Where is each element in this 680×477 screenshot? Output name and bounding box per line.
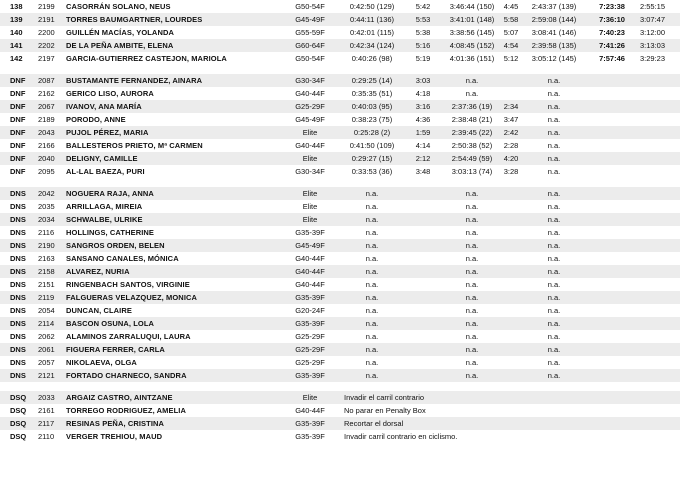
bib-cell: 2042 (38, 189, 55, 198)
bib-cell: 2095 (38, 167, 55, 176)
total-time: 7:57:46 (599, 54, 625, 63)
t1-time: 1:59 (415, 128, 431, 137)
swim-time: n.a. (365, 189, 379, 198)
total-time: 7:23:38 (599, 2, 625, 11)
t2-time: 5:12 (503, 54, 519, 63)
bike-time: n.a. (465, 371, 479, 380)
position-cell: DNS (10, 293, 26, 302)
bike-time: n.a. (465, 215, 479, 224)
bib-cell: 2161 (38, 406, 55, 415)
bike-time: n.a. (465, 293, 479, 302)
dsq-section (0, 391, 680, 443)
table-row (0, 226, 680, 239)
run-time: n.a. (547, 319, 561, 328)
category-cell: G35-39F (295, 371, 325, 380)
table-row (0, 278, 680, 291)
swim-time: 0:29:25 (14) (351, 76, 393, 85)
category-cell: G20-24F (295, 306, 325, 315)
bib-cell: 2158 (38, 267, 55, 276)
run-time: n.a. (547, 102, 561, 111)
athlete-name: GARCIA-GUTIERREZ CASTEJON, MARIOLA (66, 54, 227, 63)
bib-cell: 2043 (38, 128, 55, 137)
t2-time: 4:20 (503, 154, 519, 163)
bike-time: 4:08:45 (152) (449, 41, 495, 50)
position-cell: 142 (10, 54, 23, 63)
position-cell: DSQ (10, 393, 27, 402)
bike-time: n.a. (465, 267, 479, 276)
athlete-name: FIGUERA FERRER, CARLA (66, 345, 165, 354)
position-cell: DNS (10, 280, 26, 289)
t2-time: 3:28 (503, 167, 519, 176)
swim-time: n.a. (365, 358, 379, 367)
bike-time: 3:46:44 (150) (449, 2, 495, 11)
position-cell: DNS (10, 215, 26, 224)
athlete-name: TORRES BAUMGARTNER, LOURDES (66, 15, 203, 24)
run-time: n.a. (547, 306, 561, 315)
category-cell: G55-59F (295, 28, 325, 37)
bib-cell: 2061 (38, 345, 55, 354)
run-time: n.a. (547, 358, 561, 367)
disqualification-reason: Recortar el dorsal (344, 419, 404, 428)
bike-time: n.a. (465, 319, 479, 328)
category-cell: G30-34F (295, 167, 325, 176)
position-cell: DNS (10, 241, 26, 250)
athlete-name: DE LA PEÑA AMBITE, ELENA (66, 41, 174, 50)
bib-cell: 2040 (38, 154, 55, 163)
bib-cell: 2034 (38, 215, 55, 224)
swim-time: n.a. (365, 293, 379, 302)
position-cell: DNS (10, 228, 26, 237)
run-time: 2:39:58 (135) (531, 41, 577, 50)
swim-time: 0:42:01 (115) (349, 28, 395, 37)
run-time: 3:08:41 (146) (531, 28, 577, 37)
table-row (0, 417, 680, 430)
swim-time: 0:29:27 (15) (351, 154, 393, 163)
run-time: n.a. (547, 141, 561, 150)
bike-time: 2:54:49 (59) (451, 154, 493, 163)
table-row (0, 252, 680, 265)
category-cell: G25-29F (295, 345, 325, 354)
category-cell: G35-39F (295, 228, 325, 237)
run-time: n.a. (547, 241, 561, 250)
gap-time: 3:13:03 (640, 41, 666, 50)
run-time: 2:43:37 (139) (531, 2, 577, 11)
run-time: n.a. (547, 267, 561, 276)
bib-cell: 2119 (38, 293, 55, 302)
bib-cell: 2166 (38, 141, 55, 150)
athlete-name: ARRILLAGA, MIREIA (66, 202, 143, 211)
bike-time: n.a. (465, 306, 479, 315)
t1-time: 4:14 (415, 141, 431, 150)
table-row (0, 200, 680, 213)
dnf-section (0, 74, 680, 178)
t2-time: 2:34 (503, 102, 519, 111)
run-time: n.a. (547, 128, 561, 137)
category-cell: G30-34F (295, 76, 325, 85)
swim-time: n.a. (365, 371, 379, 380)
t1-time: 5:38 (415, 28, 431, 37)
disqualification-reason: No parar en Penalty Box (344, 406, 426, 415)
bike-time: 2:39:45 (22) (451, 128, 493, 137)
t2-time: 2:42 (503, 128, 519, 137)
bib-cell: 2110 (38, 432, 55, 441)
swim-time: n.a. (365, 267, 379, 276)
athlete-name: TORREGO RODRIGUEZ, AMELIA (66, 406, 187, 415)
swim-time: n.a. (365, 332, 379, 341)
run-time: 2:59:08 (144) (531, 15, 577, 24)
position-cell: DNF (10, 89, 26, 98)
run-time: n.a. (547, 371, 561, 380)
run-time: n.a. (547, 76, 561, 85)
gap-time: 2:55:15 (640, 2, 666, 11)
t2-time (498, 74, 524, 87)
t1-time: 5:53 (415, 15, 431, 24)
category-cell: G45-49F (295, 15, 325, 24)
position-cell: DNS (10, 189, 26, 198)
athlete-name: IVANOV, ANA MARÍA (66, 102, 142, 111)
swim-time: 0:33:53 (36) (351, 167, 393, 176)
category-cell: G35-39F (295, 419, 325, 428)
run-time: n.a. (547, 154, 561, 163)
category-cell: G45-49F (295, 241, 325, 250)
bib-cell: 2057 (38, 358, 55, 367)
bike-time: 2:50:38 (52) (451, 141, 493, 150)
table-row (0, 39, 680, 52)
table-row (0, 26, 680, 39)
bib-cell: 2189 (38, 115, 55, 124)
bib-cell: 2190 (38, 241, 55, 250)
position-cell: DNF (10, 167, 26, 176)
category-cell: Elite (302, 393, 318, 402)
t1-time: 2:12 (415, 154, 431, 163)
athlete-name: NIKOLAEVA, OLGA (66, 358, 137, 367)
bike-time: 3:38:56 (145) (449, 28, 495, 37)
t2-time: 2:28 (503, 141, 519, 150)
t2-time: 4:54 (503, 41, 519, 50)
swim-time: n.a. (365, 228, 379, 237)
bike-time: n.a. (465, 332, 479, 341)
athlete-name: SANGROS ORDEN, BELEN (66, 241, 165, 250)
category-cell: Elite (302, 189, 318, 198)
category-cell: G35-39F (295, 293, 325, 302)
swim-time: n.a. (365, 280, 379, 289)
run-time: n.a. (547, 115, 561, 124)
category-cell: Elite (302, 128, 318, 137)
run-time: 3:05:12 (145) (531, 54, 577, 63)
table-row (0, 356, 680, 369)
table-row (0, 239, 680, 252)
t2-time: 5:58 (503, 15, 519, 24)
category-cell: G25-29F (295, 102, 325, 111)
athlete-name: BUSTAMANTE FERNANDEZ, AINARA (66, 76, 203, 85)
dns-section (0, 187, 680, 382)
athlete-name: HOLLINGS, CATHERINE (66, 228, 155, 237)
swim-time: n.a. (365, 254, 379, 263)
athlete-name: FALGUERAS VELAZQUEZ, MONICA (66, 293, 198, 302)
position-cell: DSQ (10, 406, 27, 415)
table-row (0, 139, 680, 152)
table-row (0, 152, 680, 165)
bib-cell: 2116 (38, 228, 55, 237)
bib-cell: 2054 (38, 306, 55, 315)
t1-time: 3:48 (415, 167, 431, 176)
bib-cell: 2199 (38, 2, 55, 11)
total-time: 7:41:26 (599, 41, 625, 50)
bib-cell: 2202 (38, 41, 55, 50)
bike-time: n.a. (465, 358, 479, 367)
table-row (0, 430, 680, 443)
t1-time: 4:18 (415, 89, 431, 98)
position-cell: DNF (10, 141, 26, 150)
run-time: n.a. (547, 167, 561, 176)
position-cell: DSQ (10, 419, 27, 428)
table-row (0, 113, 680, 126)
total-time: 7:40:23 (599, 28, 625, 37)
athlete-name: PORODO, ANNE (66, 115, 126, 124)
bib-cell: 2163 (38, 254, 55, 263)
t2-time (498, 87, 524, 100)
position-cell: 139 (10, 15, 23, 24)
athlete-name: GERICO LISO, AURORA (66, 89, 154, 98)
athlete-name: ARGAIZ CASTRO, AINTZANE (66, 393, 173, 402)
table-row (0, 265, 680, 278)
position-cell: DNF (10, 128, 26, 137)
position-cell: 138 (10, 2, 23, 11)
bib-cell: 2087 (38, 76, 55, 85)
t2-time: 3:47 (503, 115, 519, 124)
position-cell: DNS (10, 319, 26, 328)
table-row (0, 213, 680, 226)
position-cell: DNF (10, 102, 26, 111)
bib-cell: 2033 (38, 393, 55, 402)
bib-cell: 2067 (38, 102, 55, 111)
section-spacer (0, 382, 680, 391)
swim-time: 0:41:50 (109) (349, 141, 395, 150)
swim-time: n.a. (365, 319, 379, 328)
bike-time: n.a. (465, 76, 479, 85)
position-cell: 140 (10, 28, 23, 37)
athlete-name: PUJOL PÉREZ, MARIA (66, 128, 149, 137)
table-row (0, 126, 680, 139)
table-row (0, 304, 680, 317)
run-time: n.a. (547, 254, 561, 263)
gap-time: 3:07:47 (640, 15, 666, 24)
category-cell: G35-39F (295, 432, 325, 441)
table-row (0, 52, 680, 65)
bike-time: n.a. (465, 345, 479, 354)
disqualification-reason: Invadir el carril contrario (344, 393, 425, 402)
run-time: n.a. (547, 189, 561, 198)
finishers-section (0, 0, 680, 65)
athlete-name: DELIGNY, CAMILLE (66, 154, 138, 163)
athlete-name: SANSANO CANALES, MÓNICA (66, 254, 179, 263)
bike-time: n.a. (465, 280, 479, 289)
category-cell: G50-54F (295, 54, 325, 63)
gap-time: 3:12:00 (640, 28, 666, 37)
bike-time: n.a. (465, 254, 479, 263)
category-cell: G50-54F (295, 2, 325, 11)
position-cell: DNF (10, 76, 26, 85)
swim-time: 0:38:23 (75) (351, 115, 393, 124)
athlete-name: RINGENBACH SANTOS, VIRGINIE (66, 280, 190, 289)
position-cell: DNF (10, 115, 26, 124)
category-cell: G35-39F (295, 319, 325, 328)
athlete-name: CASORRÁN SOLANO, NEUS (66, 2, 171, 11)
athlete-name: NOGUERA RAJA, ANNA (66, 189, 154, 198)
run-time: n.a. (547, 332, 561, 341)
run-time: n.a. (547, 89, 561, 98)
bib-cell: 2121 (38, 371, 55, 380)
table-row (0, 13, 680, 26)
table-row (0, 369, 680, 382)
t1-time: 3:03 (415, 76, 431, 85)
category-cell: G40-44F (295, 254, 325, 263)
table-row (0, 187, 680, 200)
bike-time: n.a. (465, 89, 479, 98)
swim-time: 0:42:50 (129) (349, 2, 395, 11)
swim-time: n.a. (365, 215, 379, 224)
athlete-name: DUNCAN, CLAIRE (66, 306, 132, 315)
category-cell: G40-44F (295, 89, 325, 98)
athlete-name: ALVAREZ, NURIA (66, 267, 130, 276)
t1-time: 3:16 (415, 102, 431, 111)
category-cell: G40-44F (295, 280, 325, 289)
position-cell: DNS (10, 254, 26, 263)
swim-time: 0:44:11 (136) (349, 15, 395, 24)
category-cell: G25-29F (295, 358, 325, 367)
run-time: n.a. (547, 280, 561, 289)
bike-time: n.a. (465, 241, 479, 250)
table-row (0, 100, 680, 113)
table-row (0, 330, 680, 343)
table-row (0, 391, 680, 404)
swim-time: 0:42:34 (124) (349, 41, 395, 50)
table-row (0, 165, 680, 178)
bike-time: 2:38:48 (21) (451, 115, 493, 124)
position-cell: DNS (10, 306, 26, 315)
category-cell: G40-44F (295, 406, 325, 415)
table-row (0, 343, 680, 356)
bike-time: n.a. (465, 202, 479, 211)
table-row (0, 74, 680, 87)
t1-time: 5:19 (415, 54, 431, 63)
bike-time: 4:01:36 (151) (449, 54, 495, 63)
category-cell: G40-44F (295, 267, 325, 276)
table-row (0, 404, 680, 417)
run-time: n.a. (547, 293, 561, 302)
bike-time: n.a. (465, 189, 479, 198)
total-time: 7:36:10 (599, 15, 625, 24)
run-time: n.a. (547, 215, 561, 224)
position-cell: DNS (10, 345, 26, 354)
position-cell: DSQ (10, 432, 27, 441)
category-cell: Elite (302, 202, 318, 211)
swim-time: 0:25:28 (2) (353, 128, 391, 137)
bib-cell: 2162 (38, 89, 55, 98)
section-spacer (0, 178, 680, 187)
athlete-name: FORTADO CHARNECO, SANDRA (66, 371, 187, 380)
athlete-name: GUILLÉN MACÍAS, YOLANDA (66, 28, 174, 37)
category-cell: G60-64F (295, 41, 325, 50)
athlete-name: RESINAS PEÑA, CRISTINA (66, 419, 165, 428)
table-row (0, 0, 680, 13)
swim-time: n.a. (365, 345, 379, 354)
bike-time: n.a. (465, 228, 479, 237)
category-cell: G40-44F (295, 141, 325, 150)
category-cell: G25-29F (295, 332, 325, 341)
bike-time: 3:41:01 (148) (449, 15, 495, 24)
category-cell: Elite (302, 154, 318, 163)
swim-time: 0:35:35 (51) (351, 89, 393, 98)
run-time: n.a. (547, 202, 561, 211)
athlete-name: SCHWALBE, ULRIKE (66, 215, 143, 224)
position-cell: DNS (10, 267, 26, 276)
bib-cell: 2197 (38, 54, 55, 63)
category-cell: Elite (302, 215, 318, 224)
bib-cell: 2191 (38, 15, 55, 24)
section-spacer (0, 65, 680, 74)
bib-cell: 2151 (38, 280, 55, 289)
athlete-name: BALLESTEROS PRIETO, Mª CARMEN (66, 141, 203, 150)
bib-cell: 2062 (38, 332, 55, 341)
t1-time: 5:16 (415, 41, 431, 50)
t1-time: 4:36 (415, 115, 431, 124)
disqualification-reason: Invadir carril contrario en ciclismo. (344, 432, 458, 441)
swim-time: 0:40:03 (95) (351, 102, 393, 111)
position-cell: DNS (10, 332, 26, 341)
athlete-name: BASCON OSUNA, LOLA (66, 319, 155, 328)
swim-time: n.a. (365, 241, 379, 250)
bib-cell: 2035 (38, 202, 55, 211)
position-cell: DNF (10, 154, 26, 163)
table-row (0, 291, 680, 304)
bib-cell: 2200 (38, 28, 55, 37)
swim-time: n.a. (365, 202, 379, 211)
athlete-name: AL-LAL BAEZA, PURI (66, 167, 145, 176)
t2-time: 5:07 (503, 28, 519, 37)
athlete-name: ALAMINOS ZARRALUQUI, LAURA (66, 332, 191, 341)
bib-cell: 2117 (38, 419, 55, 428)
t2-time: 4:45 (503, 2, 519, 11)
position-cell: DNS (10, 371, 26, 380)
swim-time: n.a. (365, 306, 379, 315)
run-time: n.a. (547, 345, 561, 354)
position-cell: DNS (10, 202, 26, 211)
bib-cell: 2114 (38, 319, 55, 328)
category-cell: G45-49F (295, 115, 325, 124)
swim-time: 0:40:26 (98) (351, 54, 393, 63)
athlete-name: VERGER TREHIOU, MAUD (66, 432, 163, 441)
position-cell: DNS (10, 358, 26, 367)
bike-time: 2:37:36 (19) (451, 102, 493, 111)
t1-time: 5:42 (415, 2, 431, 11)
gap-time: 3:29:23 (640, 54, 666, 63)
table-row (0, 87, 680, 100)
table-row (0, 317, 680, 330)
bike-time: 3:03:13 (74) (451, 167, 493, 176)
run-time: n.a. (547, 228, 561, 237)
position-cell: 141 (10, 41, 23, 50)
